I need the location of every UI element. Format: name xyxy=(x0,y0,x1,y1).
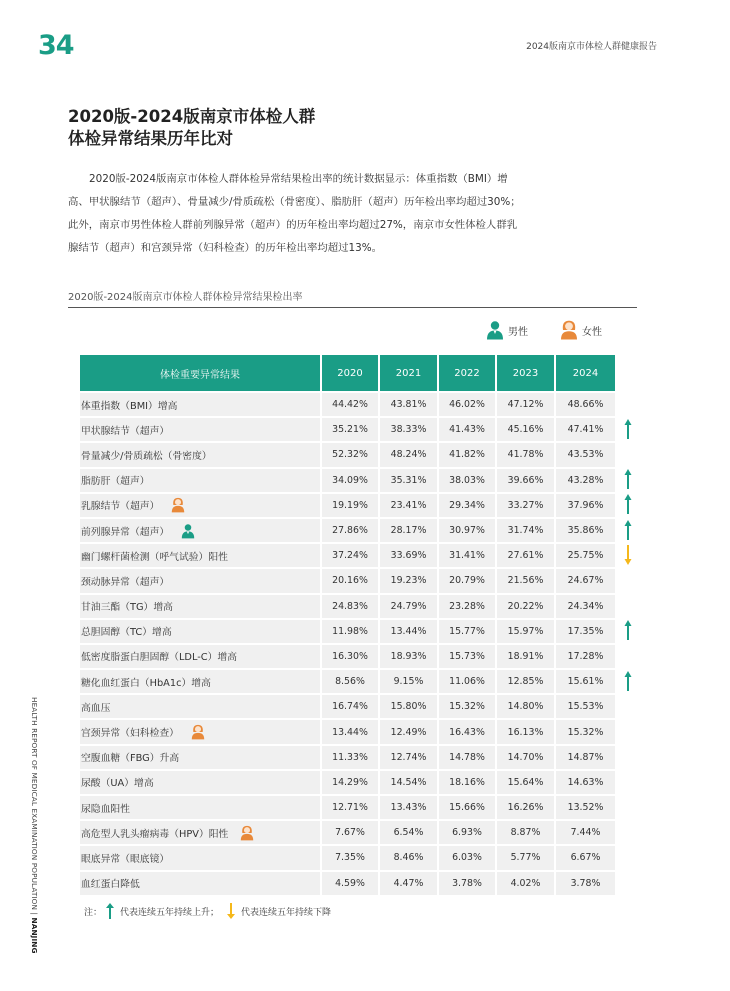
value-2022: 29.34% xyxy=(439,492,497,517)
row-name-cell xyxy=(80,794,322,819)
value-2020: 27.86% xyxy=(322,517,380,542)
value-2023: 45.16% xyxy=(497,416,556,441)
table-row xyxy=(80,542,615,567)
table-row xyxy=(80,593,615,618)
header-2024: 2024 xyxy=(556,355,615,391)
value-2024: 43.28% xyxy=(556,467,615,492)
page-number: 34 xyxy=(38,30,74,61)
value-2021: 6.54% xyxy=(380,819,439,844)
value-2023: 33.27% xyxy=(497,492,556,517)
row-name: 甘油三酯（TG）增高 xyxy=(81,602,173,614)
value-2020: 12.71% xyxy=(322,794,380,819)
male-icon xyxy=(486,320,504,340)
value-2024: 24.67% xyxy=(556,567,615,592)
note-up-text: 代表连续五年持续上升； xyxy=(120,907,220,918)
value-2022: 20.79% xyxy=(439,567,497,592)
note-prefix: 注： xyxy=(84,907,103,918)
female-icon xyxy=(560,320,578,340)
value-2020: 4.59% xyxy=(322,870,380,895)
row-name: 眼底异常（眼底镜） xyxy=(81,853,170,865)
table-row xyxy=(80,844,615,869)
row-name: 体重指数（BMI）增高 xyxy=(81,400,178,412)
footnote xyxy=(84,903,335,919)
trend-up-arrow-icon xyxy=(621,493,635,515)
male-icon xyxy=(181,523,195,539)
value-2021: 18.93% xyxy=(380,643,439,668)
value-2021: 35.31% xyxy=(380,467,439,492)
value-2020: 37.24% xyxy=(322,542,380,567)
table-row xyxy=(80,794,615,819)
value-2020: 11.98% xyxy=(322,618,380,643)
value-2024: 17.35% xyxy=(556,618,615,643)
value-2024: 15.61% xyxy=(556,668,615,693)
value-2023: 15.64% xyxy=(497,769,556,794)
value-2020: 44.42% xyxy=(322,391,380,416)
value-2023: 16.26% xyxy=(497,794,556,819)
table-row xyxy=(80,769,615,794)
value-2021: 12.74% xyxy=(380,744,439,769)
intro-paragraph: 2020版-2024版南京市体检人群体检异常结果检出率的统计数据显示：体重指数（BMI）增高、甲状腺结节（超声）、骨量减少/骨质疏松（骨密度）、脂肪肝（超声）历年检出率均超过30%；此外，南京市男性体检人群前列腺异常（超声）的历年检出率均超过27%，南京市女性体检人群乳腺结节（超声）和宫颈异常（妇科检查）的历年检出率均超过13%。 xyxy=(68,173,521,254)
side-text-main: HEALTH REPORT OF MEDICAL EXAMINATION POPULATION xyxy=(30,697,39,911)
value-2021: 19.23% xyxy=(380,567,439,592)
trend-up-arrow-icon xyxy=(621,619,635,641)
value-2023: 20.22% xyxy=(497,593,556,618)
value-2023: 12.85% xyxy=(497,668,556,693)
value-2021: 12.49% xyxy=(380,718,439,743)
value-2021: 8.46% xyxy=(380,844,439,869)
value-2023: 27.61% xyxy=(497,542,556,567)
row-name-cell xyxy=(80,844,322,869)
row-name-cell xyxy=(80,718,322,743)
table-row xyxy=(80,492,615,517)
table-row xyxy=(80,718,615,743)
row-name: 尿酸（UA）增高 xyxy=(81,778,154,790)
value-2022: 11.06% xyxy=(439,668,497,693)
value-2022: 46.02% xyxy=(439,391,497,416)
value-2023: 47.12% xyxy=(497,391,556,416)
value-2022: 6.93% xyxy=(439,819,497,844)
table-row xyxy=(80,643,615,668)
trend-up-arrow-icon xyxy=(621,418,635,440)
table-row xyxy=(80,668,615,693)
legend-female xyxy=(560,320,602,340)
row-name: 前列腺异常（超声） xyxy=(81,526,170,538)
row-name-cell xyxy=(80,492,322,517)
value-2021: 9.15% xyxy=(380,668,439,693)
table-row xyxy=(80,744,615,769)
trend-up-arrow-icon xyxy=(621,468,635,490)
value-2021: 14.54% xyxy=(380,769,439,794)
value-2023: 4.02% xyxy=(497,870,556,895)
value-2020: 13.44% xyxy=(322,718,380,743)
table-row xyxy=(80,467,615,492)
value-2020: 20.16% xyxy=(322,567,380,592)
value-2024: 7.44% xyxy=(556,819,615,844)
row-name-cell xyxy=(80,668,322,693)
row-name-cell xyxy=(80,693,322,718)
value-2020: 8.56% xyxy=(322,668,380,693)
value-2023: 8.87% xyxy=(497,819,556,844)
legend-female-label: 女性 xyxy=(582,326,602,338)
gender-marker xyxy=(181,523,195,539)
value-2023: 18.91% xyxy=(497,643,556,668)
row-name-cell xyxy=(80,391,322,416)
row-name-cell xyxy=(80,593,322,618)
value-2020: 24.83% xyxy=(322,593,380,618)
row-name-cell xyxy=(80,542,322,567)
value-2024: 17.28% xyxy=(556,643,615,668)
table-row xyxy=(80,391,615,416)
value-2022: 16.43% xyxy=(439,718,497,743)
header-2021: 2021 xyxy=(380,355,439,391)
row-name-cell xyxy=(80,618,322,643)
value-2022: 15.77% xyxy=(439,618,497,643)
value-2021: 38.33% xyxy=(380,416,439,441)
down-arrow-icon xyxy=(227,903,235,919)
value-2023: 14.80% xyxy=(497,693,556,718)
row-name: 低密度脂蛋白胆固醇（LDL-C）增高 xyxy=(81,652,238,664)
table-row xyxy=(80,870,615,895)
value-2021: 28.17% xyxy=(380,517,439,542)
row-name: 糖化血红蛋白（HbA1c）增高 xyxy=(81,677,211,689)
value-2021: 15.80% xyxy=(380,693,439,718)
table-row xyxy=(80,693,615,718)
value-2022: 15.66% xyxy=(439,794,497,819)
value-2022: 3.78% xyxy=(439,870,497,895)
row-name: 宫颈异常（妇科检查） xyxy=(81,728,179,740)
value-2023: 31.74% xyxy=(497,517,556,542)
value-2023: 41.78% xyxy=(497,441,556,466)
value-2022: 23.28% xyxy=(439,593,497,618)
header-2023: 2023 xyxy=(497,355,556,391)
value-2020: 19.19% xyxy=(322,492,380,517)
value-2022: 15.73% xyxy=(439,643,497,668)
value-2020: 16.74% xyxy=(322,693,380,718)
abnormal-results-table xyxy=(80,355,615,895)
row-name: 幽门螺杆菌检测（呼气试验）阳性 xyxy=(81,551,228,563)
value-2024: 3.78% xyxy=(556,870,615,895)
header-2022: 2022 xyxy=(439,355,497,391)
row-name: 血红蛋白降低 xyxy=(81,879,140,891)
female-icon xyxy=(191,724,205,740)
value-2020: 7.35% xyxy=(322,844,380,869)
value-2024: 48.66% xyxy=(556,391,615,416)
value-2021: 4.47% xyxy=(380,870,439,895)
value-2021: 13.43% xyxy=(380,794,439,819)
side-text-separator: | xyxy=(30,912,39,916)
female-icon xyxy=(240,825,254,841)
value-2023: 16.13% xyxy=(497,718,556,743)
row-name-cell xyxy=(80,769,322,794)
gender-marker xyxy=(171,497,185,513)
row-name: 甲状腺结节（超声） xyxy=(81,425,170,437)
value-2020: 34.09% xyxy=(322,467,380,492)
table-row xyxy=(80,819,615,844)
trend-down-arrow-icon xyxy=(621,544,635,566)
row-name: 乳腺结节（超声） xyxy=(81,501,160,513)
row-name: 总胆固醇（TC）增高 xyxy=(81,627,172,639)
table-caption: 2020版-2024版南京市体检人群体检异常结果检出率 xyxy=(68,292,303,303)
value-2022: 41.43% xyxy=(439,416,497,441)
row-name: 尿隐血阳性 xyxy=(81,803,130,815)
value-2020: 16.30% xyxy=(322,643,380,668)
value-2021: 48.24% xyxy=(380,441,439,466)
value-2022: 14.78% xyxy=(439,744,497,769)
value-2022: 15.32% xyxy=(439,693,497,718)
value-2021: 43.81% xyxy=(380,391,439,416)
row-name: 空腹血糖（FBG）升高 xyxy=(81,753,180,765)
trend-up-arrow-icon xyxy=(621,670,635,692)
value-2020: 14.29% xyxy=(322,769,380,794)
value-2022: 41.82% xyxy=(439,441,497,466)
value-2024: 25.75% xyxy=(556,542,615,567)
value-2023: 15.97% xyxy=(497,618,556,643)
row-name-cell xyxy=(80,467,322,492)
table-header-row xyxy=(80,355,615,391)
value-2021: 24.79% xyxy=(380,593,439,618)
row-name: 骨量减少/骨质疏松（骨密度） xyxy=(81,450,212,462)
value-2023: 21.56% xyxy=(497,567,556,592)
value-2022: 38.03% xyxy=(439,467,497,492)
value-2024: 37.96% xyxy=(556,492,615,517)
value-2020: 35.21% xyxy=(322,416,380,441)
value-2023: 39.66% xyxy=(497,467,556,492)
value-2024: 24.34% xyxy=(556,593,615,618)
value-2024: 15.32% xyxy=(556,718,615,743)
side-text-city: NANJING xyxy=(30,917,39,954)
table-row xyxy=(80,517,615,542)
value-2020: 52.32% xyxy=(322,441,380,466)
value-2024: 14.87% xyxy=(556,744,615,769)
table-row xyxy=(80,618,615,643)
value-2024: 35.86% xyxy=(556,517,615,542)
header-2020: 2020 xyxy=(322,355,380,391)
value-2024: 14.63% xyxy=(556,769,615,794)
row-name-cell xyxy=(80,517,322,542)
title-line-2: 体检异常结果历年比对 xyxy=(68,129,233,148)
legend-male xyxy=(486,320,528,340)
value-2024: 43.53% xyxy=(556,441,615,466)
row-name-cell xyxy=(80,870,322,895)
trend-up-arrow-icon xyxy=(621,519,635,541)
value-2021: 33.69% xyxy=(380,542,439,567)
value-2020: 7.67% xyxy=(322,819,380,844)
vertical-side-text xyxy=(30,697,39,954)
title-line-1: 2020版-2024版南京市体检人群 xyxy=(68,107,316,126)
value-2022: 6.03% xyxy=(439,844,497,869)
row-name: 高危型人乳头瘤病毒（HPV）阳性 xyxy=(81,828,229,840)
row-name-cell xyxy=(80,744,322,769)
row-name-cell xyxy=(80,643,322,668)
gender-marker xyxy=(191,724,205,740)
row-name-cell xyxy=(80,416,322,441)
value-2022: 31.41% xyxy=(439,542,497,567)
page-title xyxy=(68,106,315,150)
report-name: 2024版南京市体检人群健康报告 xyxy=(526,42,657,52)
row-name-cell xyxy=(80,567,322,592)
value-2020: 11.33% xyxy=(322,744,380,769)
row-name: 脂肪肝（超声） xyxy=(81,476,150,488)
value-2023: 5.77% xyxy=(497,844,556,869)
up-arrow-icon xyxy=(106,903,114,919)
table-row xyxy=(80,567,615,592)
note-down-text: 代表连续五年持续下降 xyxy=(241,907,332,918)
row-name-cell xyxy=(80,441,322,466)
value-2021: 13.44% xyxy=(380,618,439,643)
value-2024: 15.53% xyxy=(556,693,615,718)
table-row xyxy=(80,441,615,466)
legend-male-label: 男性 xyxy=(508,326,528,338)
value-2022: 18.16% xyxy=(439,769,497,794)
row-name: 颈动脉异常（超声） xyxy=(81,576,170,588)
row-name: 高血压 xyxy=(81,702,111,714)
value-2024: 6.67% xyxy=(556,844,615,869)
table-row xyxy=(80,416,615,441)
female-icon xyxy=(171,497,185,513)
caption-divider xyxy=(68,307,637,308)
header-item: 体检重要异常结果 xyxy=(80,355,322,391)
value-2023: 14.70% xyxy=(497,744,556,769)
value-2024: 47.41% xyxy=(556,416,615,441)
value-2022: 30.97% xyxy=(439,517,497,542)
gender-marker xyxy=(240,825,254,841)
value-2024: 13.52% xyxy=(556,794,615,819)
value-2021: 23.41% xyxy=(380,492,439,517)
row-name-cell xyxy=(80,819,322,844)
